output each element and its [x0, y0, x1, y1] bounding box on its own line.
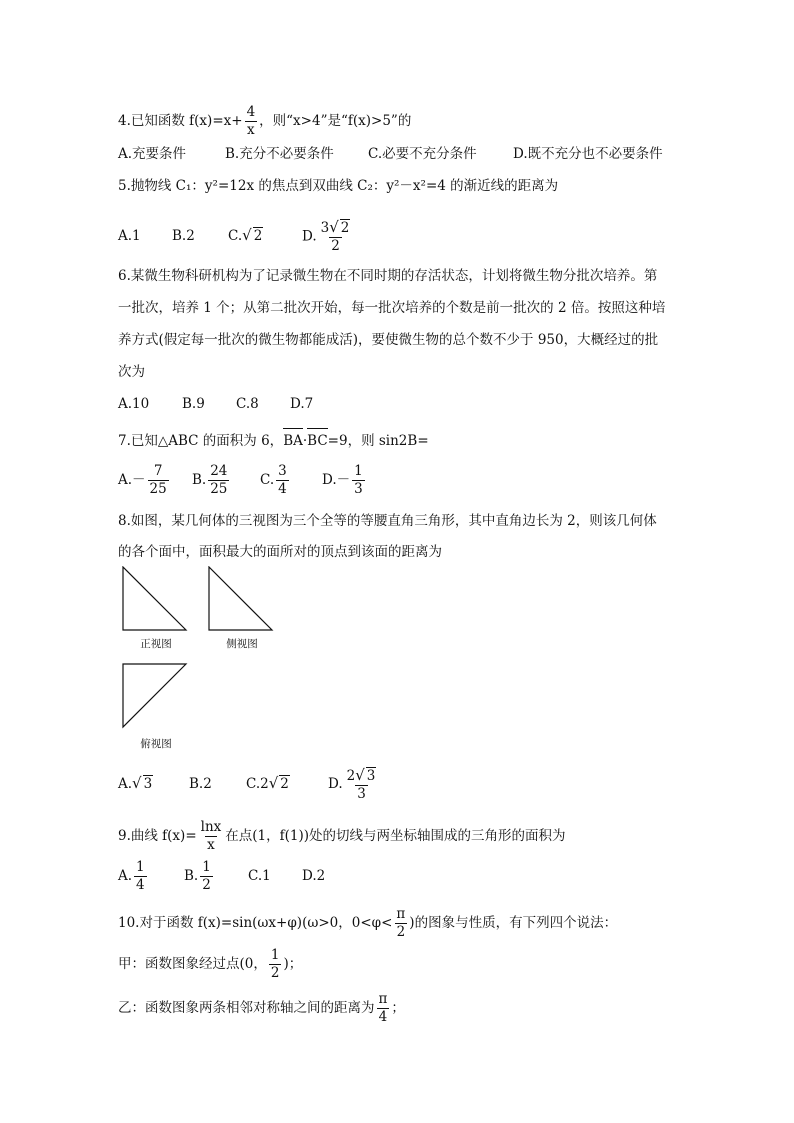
q5-option-b[interactable]: B.2 — [172, 228, 195, 244]
vector-bc: BC — [307, 433, 328, 449]
q9-option-d[interactable]: D.2 — [302, 868, 326, 884]
q8-option-a[interactable]: A.√ 3 — [118, 774, 153, 792]
q6-stem-line1: 6.某微生物科研机构为了记录微生物在不同时期的存活状态，计划将微生物分批次培养。第 — [118, 268, 658, 284]
q6-option-c[interactable]: C.8 — [236, 396, 259, 412]
q7-option-c[interactable]: C. $\frac{3}{4}$ — [260, 463, 287, 497]
q9-option-a[interactable]: A. $\frac{1}{4}$ — [118, 859, 145, 893]
q6-stem-line3: 养方式(假定每一批次的微生物都能成活)，要使微生物的总个数不少于 950，大概经过的批 — [118, 332, 659, 348]
q6-options — [118, 395, 313, 413]
q8-stem-line1: 8.如图，某几何体的三视图为三个全等的等腰直角三角形，其中直角边长为 2，则该几何体 — [118, 513, 657, 529]
q5-option-c[interactable]: C.√ 2 — [228, 226, 263, 244]
q10-stem: 10.对于函数 f(x)=sin(ωx+φ)(ω>0，0<φ< $\frac{\pi}{2}$ )的图象与性质，有下列四个说法： — [118, 906, 618, 940]
q6-option-b[interactable]: B.9 — [182, 396, 205, 412]
q10-statement-yi: 乙：函数图象两条相邻对称轴之间的距离为 $\frac{\pi}{4}$ ； — [118, 991, 405, 1025]
top-view-triangle — [122, 663, 188, 729]
q9-stem: 9.曲线 f(x)= $\frac{\ln x}{x}$ 在点(1，f(1))处的切线与两坐标轴围成的三角形的面积为 — [118, 819, 566, 853]
front-view-caption: 正视图 — [140, 638, 172, 650]
q4-option-c[interactable]: C.必要不充分条件 — [368, 146, 477, 162]
side-view-caption: 侧视图 — [226, 638, 258, 650]
q6-option-d[interactable]: D.7 — [290, 396, 314, 412]
q4-options — [118, 145, 663, 163]
q7-option-a[interactable]: A.－ $\frac{7}{25}$ — [118, 463, 167, 497]
q6-stem-line4: 次为 — [118, 364, 145, 380]
q9-options — [118, 858, 325, 894]
q10-statement-jia: 甲：函数图象经过点(0， $\frac{1}{2}$ )； — [118, 947, 303, 981]
q5-option-d[interactable]: D. $\frac{3√ 2}{2}$ — [302, 217, 350, 254]
top-view-caption: 俯视图 — [140, 738, 172, 750]
q4-option-a[interactable]: A.充要条件 — [118, 146, 187, 162]
q8-options — [118, 765, 380, 803]
q5-stem: 5.抛物线 C₁：y²=12x 的焦点到双曲线 C₂：y²－x²=4 的渐近线的距离为 — [118, 178, 559, 194]
q9-option-c[interactable]: C.1 — [248, 868, 271, 884]
side-view-triangle — [208, 566, 274, 632]
q7-option-b[interactable]: B. $\frac{24}{25}$ — [192, 463, 228, 497]
q8-option-d[interactable]: D. $\frac{2√ 3}{3}$ — [328, 765, 376, 802]
q4-option-b[interactable]: B.充分不必要条件 — [225, 146, 334, 162]
vector-ba: BA — [283, 433, 303, 449]
q6-option-a[interactable]: A.10 — [118, 396, 150, 412]
q7-stem: 7.已知△ABC 的面积为 6，BA·BC=9，则 sin2B= — [118, 433, 429, 449]
q8-option-b[interactable]: B.2 — [189, 776, 212, 792]
q6-stem-line2: 一批次，培养 1 个；从第二批次开始，每一批次培养的个数是前一批次的 2 倍。按照这种培 — [118, 300, 666, 316]
q5-option-a[interactable]: A.1 — [118, 228, 141, 244]
q7-option-d[interactable]: D.－ $\frac{1}{3}$ — [322, 463, 363, 497]
q7-options — [118, 462, 367, 498]
q8-stem-line2: 的各个面中，面积最大的面所对的顶点到该面的距离为 — [118, 544, 442, 560]
q5-options — [118, 218, 354, 255]
q8-option-c[interactable]: C.2√ 2 — [246, 774, 289, 792]
q4-stem: 4.已知函数 f(x)=x+ $\frac{4}{x}$ ，则“x>4”是“f(x)>5”的 — [118, 104, 412, 138]
q4-option-d[interactable]: D.既不充分也不必要条件 — [513, 146, 663, 162]
q9-option-b[interactable]: B. $\frac{1}{2}$ — [184, 859, 211, 893]
q4-fraction: $\frac{4}{x}$ — [246, 104, 256, 138]
front-view-triangle — [122, 566, 188, 632]
